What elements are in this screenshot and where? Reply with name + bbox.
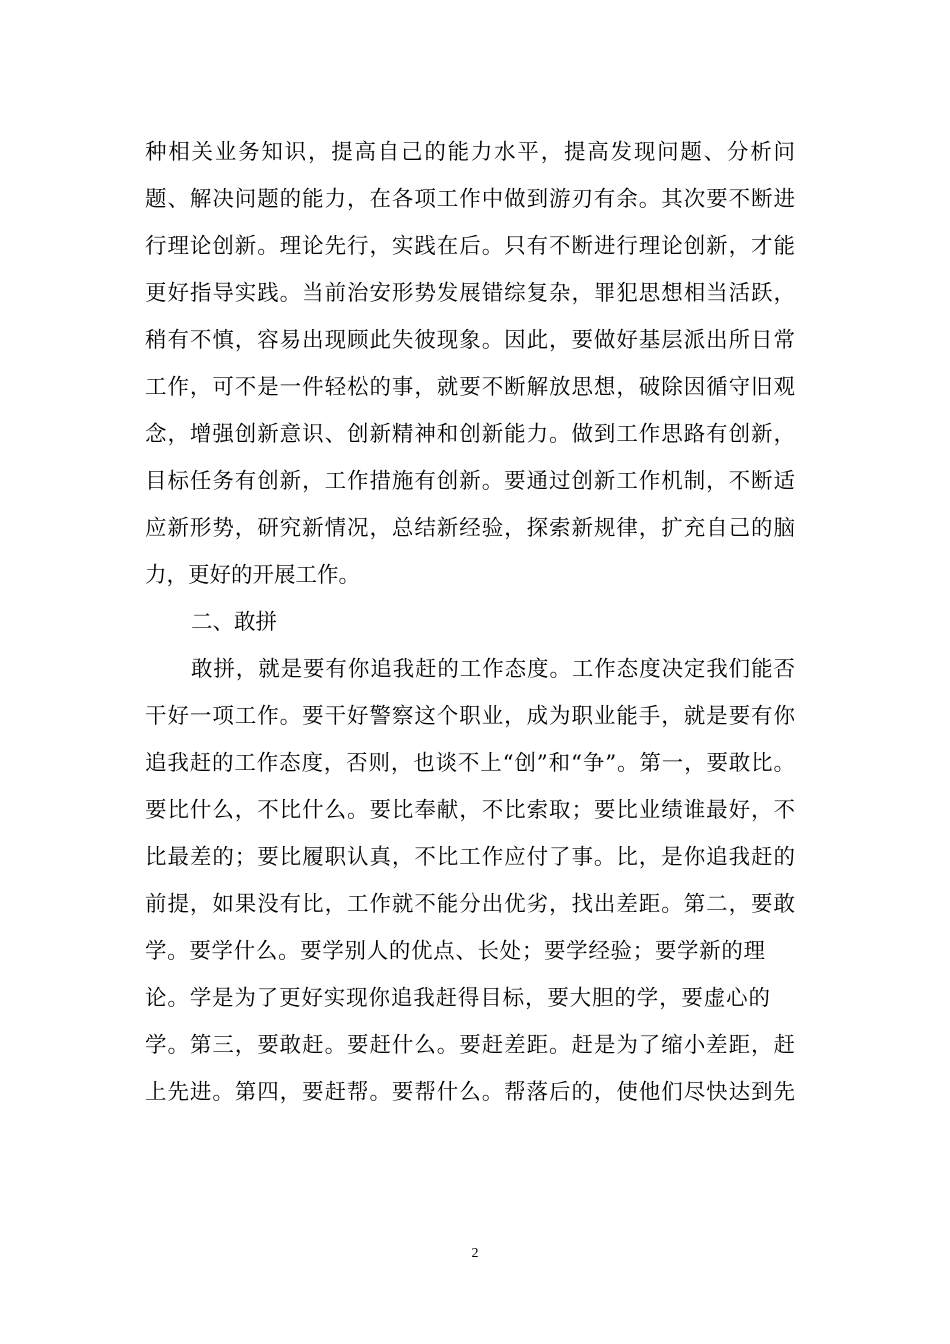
body-text-line: 要比什么，不比什么。要比奉献，不比索取；要比业绩谁最好，不: [145, 798, 795, 823]
body-text-line: 念，增强创新意识、创新精神和创新能力。做到工作思路有创新，: [145, 422, 795, 447]
body-text-line: 工作，可不是一件轻松的事，就要不断解放思想，破除因循守旧观: [145, 375, 795, 400]
body-text-line: 稍有不慎，容易出现顾此失彼现象。因此，要做好基层派出所日常: [145, 328, 795, 353]
body-text-line: 种相关业务知识，提高自己的能力水平，提高发现问题、分析问: [145, 140, 795, 165]
body-text-line: 上先进。第四，要赶帮。要帮什么。帮落后的，使他们尽快达到先: [145, 1080, 795, 1105]
body-text-line: 目标任务有创新，工作措施有创新。要通过创新工作机制，不断适: [145, 469, 795, 494]
body-text-line: 行理论创新。理论先行，实践在后。只有不断进行理论创新，才能: [145, 234, 795, 259]
body-text-line: 前提，如果没有比，工作就不能分出优劣，找出差距。第二，要敢: [145, 892, 795, 917]
body-text-line: 追我赶的工作态度，否则，也谈不上“创”和“争”。第一，要敢比。: [145, 751, 795, 776]
body-text-line: 干好一项工作。要干好警察这个职业，成为职业能手，就是要有你: [145, 704, 795, 729]
section-heading: 二、敢拼: [191, 610, 278, 635]
body-text-line: 敢拼，就是要有你追我赶的工作态度。工作态度决定我们能否: [191, 657, 795, 682]
body-text-line: 更好指导实践。当前治安形势发展错综复杂，罪犯思想相当活跃，: [145, 281, 795, 306]
body-text-line: 题、解决问题的能力，在各项工作中做到游刃有余。其次要不断进: [145, 187, 795, 212]
body-text-line: 比最差的；要比履职认真，不比工作应付了事。比，是你追我赶的: [145, 845, 795, 870]
body-text-line: 学。第三，要敢赶。要赶什么。要赶差距。赶是为了缩小差距，赶: [145, 1033, 795, 1058]
page-number: 2: [471, 1246, 479, 1261]
body-text-line: 学。要学什么。要学别人的优点、长处；要学经验；要学新的理: [145, 939, 765, 964]
body-text-line: 应新形势，研究新情况，总结新经验，探索新规律，扩充自己的脑: [145, 516, 795, 541]
body-text-line: 力，更好的开展工作。: [145, 563, 361, 588]
body-text-line: 论。学是为了更好实现你追我赶得目标，要大胆的学，要虚心的: [145, 986, 770, 1011]
